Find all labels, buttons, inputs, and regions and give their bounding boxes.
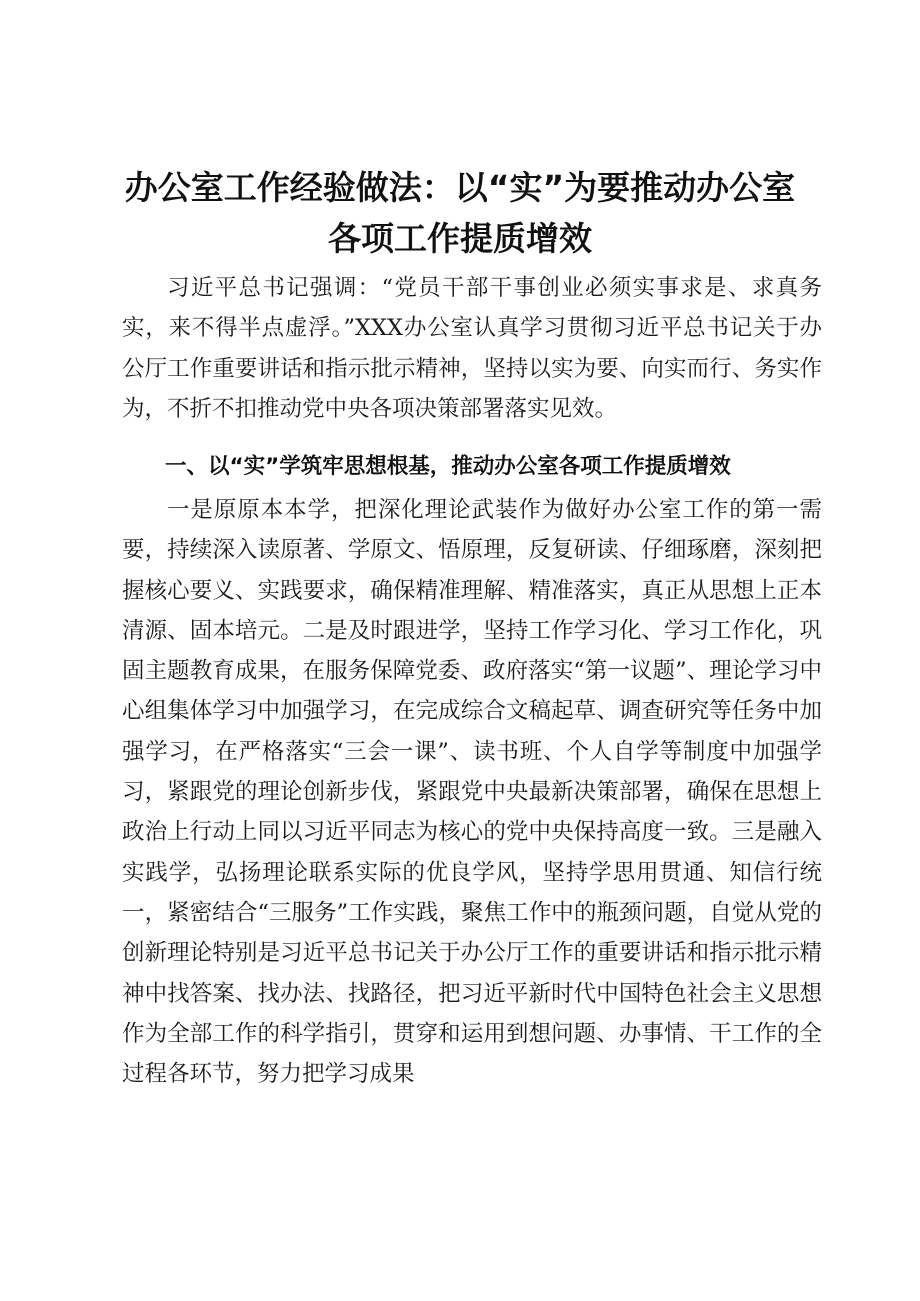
intro-paragraph: 习近平总书记强调：“党员干部干事创业必须实事求是、求真务实，来不得半点虚浮。”XXX办公室认真学习贯彻习近平总书记关于办公厅工作重要讲话和指示批示精神，坚持以实为要、向实而行、务实作为，不折不扣推动党中央各项决策部署落实见效。	[122, 275, 822, 422]
document-title-line-1: 办公室工作经验做法：以“实”为要推动办公室	[124, 168, 796, 207]
section-1-heading: 一、以“实”学筑牢思想根基，推动办公室各项工作提质增效	[165, 454, 731, 479]
section-1-paragraph: 一是原原本本学，把深化理论武装作为做好办公室工作的第一需要，持续深入读原著、学原文、悟原理，反复研读、仔细琢磨，深刻把握核心要义、实践要求，确保精准理解、精准落实，真正从思想上正本清源、固本培元。二是及时跟进学，坚持工作学习化、学习工作化，巩固主题教育成果，在服务保障党委、政府落实“第一议题”、理论学习中心组集体学习中加强学习，在完成综合文稿起草、调查研究等任务中加强学习，在严格落实“三会一课”、读书班、个人自学等制度中加强学习，紧跟党的理论创新步伐，紧跟党中央最新决策部署，确保在思想上政治上行动上同以习近平同志为核心的党中央保持高度一致。三是融入实践学，弘扬理论联系实际的优良学风，坚持学思用贯通、知信行统一，紧密结合“三服务”工作实践，聚焦工作中的瓶颈问题，自觉从党的创新理论特别是习近平总书记关于办公厅工作的重要讲话和指示批示精神中找答案、找办法、找路径，把习近平新时代中国特色社会主义思想作为全部工作的科学指引，贯穿和运用到想问题、办事情、干工作的全过程各环节，努力把学习成果	[122, 497, 822, 1088]
document-title-line-2: 各项工作提质增效	[328, 219, 592, 258]
